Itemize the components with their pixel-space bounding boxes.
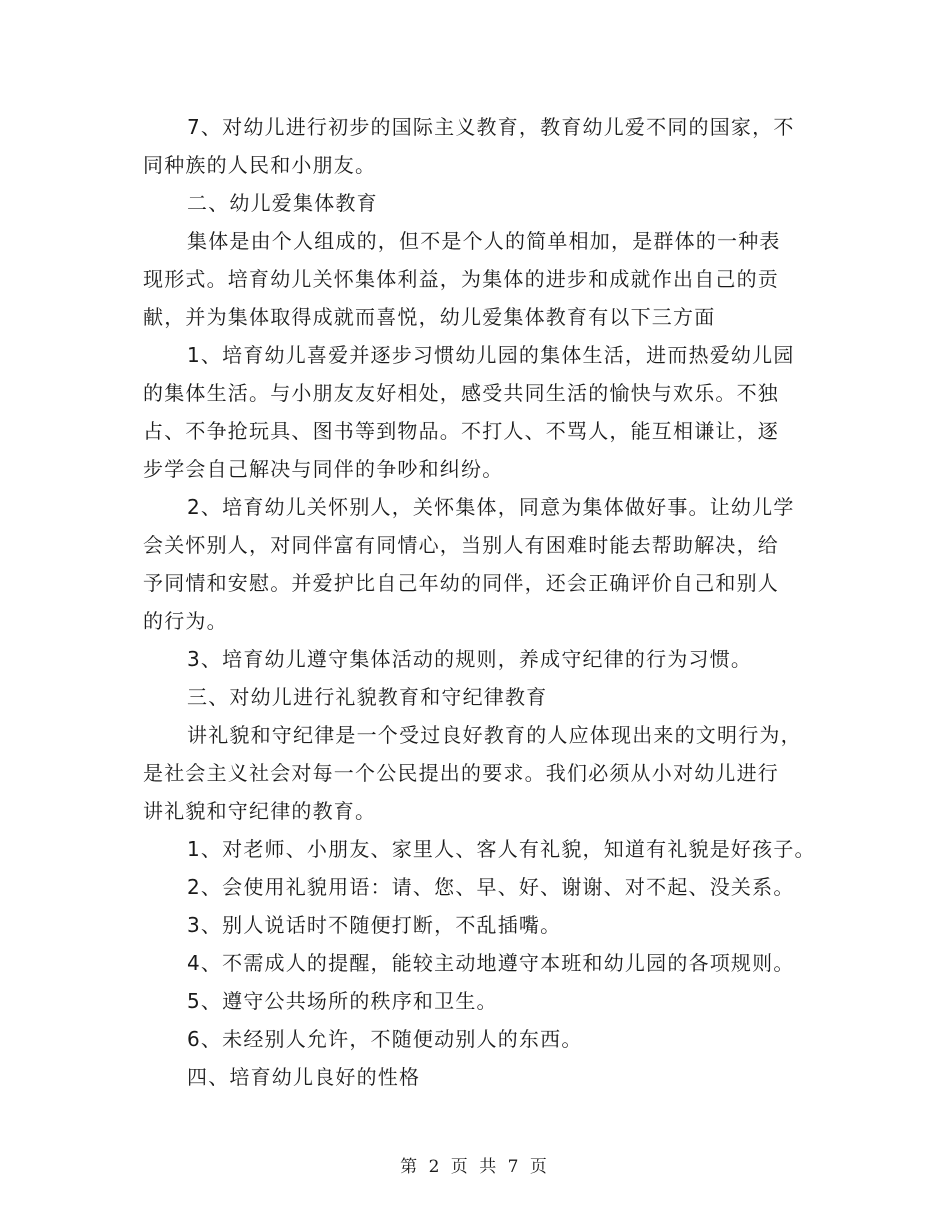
text-line: 1、培育幼儿喜爱并逐步习惯幼儿园的集体生活，进而热爱幼儿园 [187, 343, 795, 367]
document-body [143, 108, 816, 1096]
text-line: 占、不争抢玩具、图书等到物品。不打人、不骂人，能互相谦让，逐 [143, 419, 779, 443]
text-line: 6、未经别人允许，不随便动别人的东西。 [187, 1027, 583, 1051]
text-line: 献，并为集体取得成就而喜悦，幼儿爱集体教育有以下三方面 [143, 305, 716, 329]
page-number: 第 2 页 共 7 页 [400, 1157, 550, 1177]
text-line: 2、会使用礼貌用语：请、您、早、好、谢谢、对不起、没关系。 [187, 875, 795, 899]
text-line: 二、幼儿爱集体教育 [187, 191, 378, 215]
text-line: 予同情和安慰。并爱护比自己年幼的同伴，还会正确评价自己和别人 [143, 571, 779, 595]
text-line: 的行为。 [143, 609, 228, 633]
text-line: 的集体生活。与小朋友友好相处，感受共同生活的愉快与欢乐。不独 [143, 381, 779, 405]
text-line: 讲礼貌和守纪律的教育。 [143, 799, 377, 823]
text-line: 3、别人说话时不随便打断，不乱插嘴。 [187, 913, 562, 937]
text-line: 同种族的人民和小朋友。 [143, 153, 377, 177]
text-line: 是社会主义社会对每一个公民提出的要求。我们必须从小对幼儿进行 [143, 761, 779, 785]
text-line: 7、对幼儿进行初步的国际主义教育，教育幼儿爱不同的国家，不 [187, 115, 795, 139]
text-line: 三、对幼儿进行礼貌教育和守纪律教育 [187, 685, 548, 709]
text-line: 2、培育幼儿关怀别人，关怀集体，同意为集体做好事。让幼儿学 [187, 495, 795, 519]
text-line: 现形式。培育幼儿关怀集体利益，为集体的进步和成就作出自己的贡 [143, 267, 779, 291]
text-line: 4、不需成人的提醒，能较主动地遵守本班和幼儿园的各项规则。 [187, 951, 795, 975]
text-line: 四、培育幼儿良好的性格 [187, 1065, 421, 1089]
text-line: 集体是由个人组成的，但不是个人的简单相加，是群体的一种表 [187, 229, 781, 253]
text-line: 5、遵守公共场所的秩序和卫生。 [187, 989, 498, 1013]
text-line: 会关怀别人，对同伴富有同情心，当别人有困难时能去帮助解决，给 [143, 533, 779, 557]
text-line: 讲礼貌和守纪律是一个受过良好教育的人应体现出来的文明行为， [187, 723, 802, 747]
text-line: 3、培育幼儿遵守集体活动的规则，养成守纪律的行为习惯。 [187, 647, 753, 671]
text-line: 1、对老师、小朋友、家里人、客人有礼貌，知道有礼貌是好孩子。 [187, 837, 816, 861]
text-line: 步学会自己解决与同伴的争吵和纠纷。 [143, 457, 504, 481]
